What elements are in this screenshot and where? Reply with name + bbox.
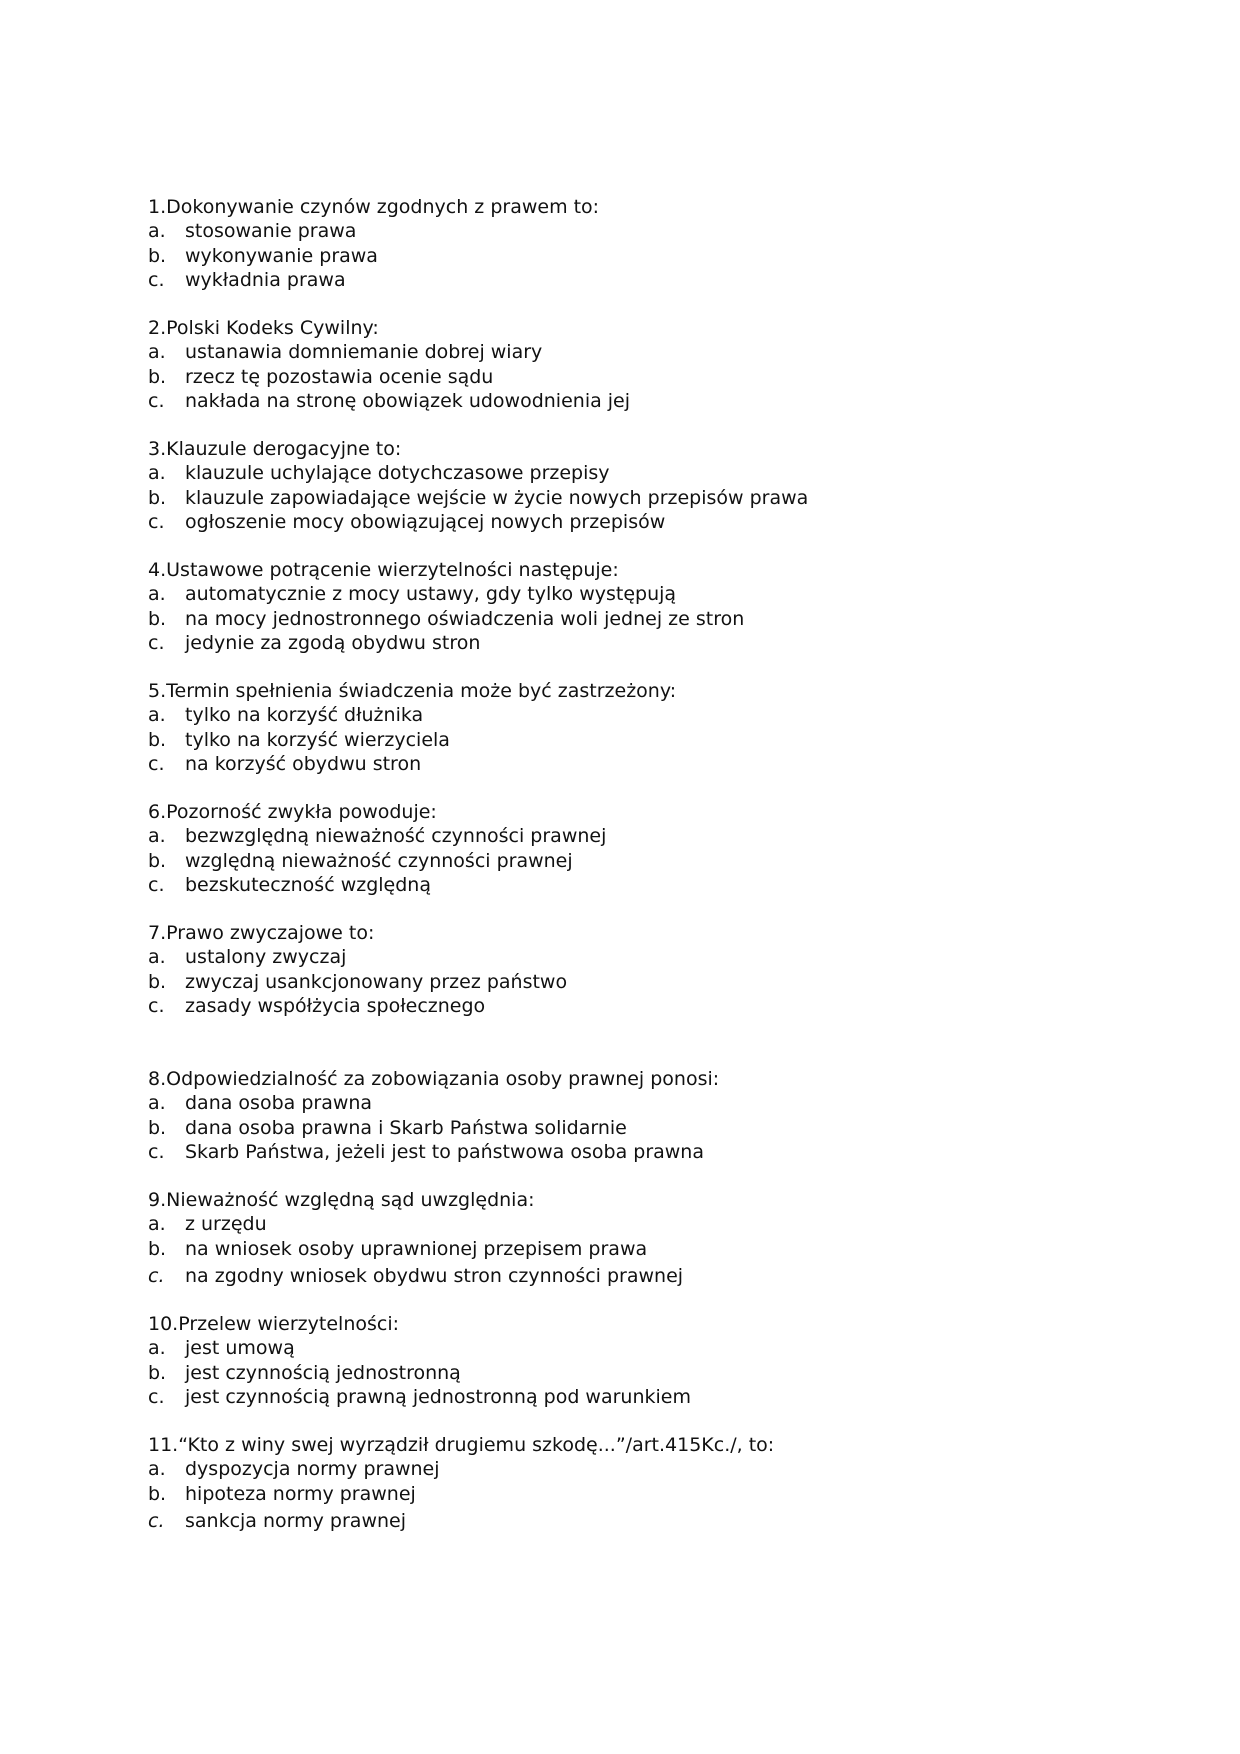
option-text: jest czynnością prawną jednostronną pod warunkiem bbox=[185, 1385, 691, 1408]
question-text: Klauzule derogacyjne to: bbox=[166, 438, 402, 460]
option-b bbox=[148, 728, 676, 752]
question-text: Polski Kodeks Cywilny: bbox=[166, 317, 379, 339]
option-label: b. bbox=[148, 728, 167, 751]
question-number: 8. bbox=[148, 1068, 167, 1090]
option-text: stosowanie prawa bbox=[185, 220, 357, 243]
question-text: Odpowiedzialność za zobowiązania osoby prawnej ponosi: bbox=[166, 1068, 720, 1090]
option-a bbox=[148, 1457, 774, 1481]
option-b bbox=[148, 1482, 774, 1506]
option-text: hipoteza normy prawnej bbox=[185, 1482, 416, 1505]
option-a bbox=[148, 945, 567, 969]
option-a bbox=[148, 824, 606, 848]
option-text: z urzędu bbox=[185, 1213, 267, 1236]
question-title bbox=[148, 1312, 691, 1336]
option-label: b. bbox=[148, 1361, 167, 1384]
option-text: bezskuteczność względną bbox=[185, 873, 431, 896]
question-number: 3. bbox=[148, 438, 167, 460]
question-title bbox=[148, 800, 606, 824]
option-a bbox=[148, 1091, 719, 1115]
option-b bbox=[148, 486, 808, 510]
question-text: “Kto z winy swej wyrządził drugiemu szkodę...”/art.415Kc./, to: bbox=[178, 1434, 775, 1456]
option-label: b. bbox=[148, 970, 167, 993]
option-text: zwyczaj usankcjonowany przez państwo bbox=[185, 970, 568, 993]
option-text: klauzule zapowiadające wejście w życie nowych przepisów prawa bbox=[185, 486, 809, 509]
option-text: jest umową bbox=[185, 1337, 295, 1360]
option-label: a. bbox=[148, 946, 166, 969]
option-label: a. bbox=[148, 220, 166, 243]
option-label: a. bbox=[148, 1458, 166, 1481]
question-number: 5. bbox=[148, 680, 167, 702]
option-a bbox=[148, 582, 744, 606]
question-text: Ustawowe potrącenie wierzytelności następuje: bbox=[166, 559, 619, 581]
question-number: 7. bbox=[148, 922, 167, 944]
option-label: c. bbox=[148, 1509, 165, 1532]
option-label: a. bbox=[148, 704, 166, 727]
option-text: ustalony zwyczaj bbox=[185, 946, 347, 969]
option-label: c. bbox=[148, 268, 165, 291]
question-10 bbox=[148, 1312, 691, 1409]
question-title bbox=[148, 1067, 719, 1091]
option-label: c. bbox=[148, 1385, 165, 1408]
option-label: c. bbox=[148, 389, 165, 412]
option-label: c. bbox=[148, 994, 165, 1017]
question-number: 11. bbox=[148, 1434, 179, 1456]
question-text: Nieważność względną sąd uwzględnia: bbox=[166, 1189, 535, 1211]
option-text: dana osoba prawna i Skarb Państwa solidarnie bbox=[185, 1116, 627, 1139]
option-label: a. bbox=[148, 1213, 166, 1236]
option-label: b. bbox=[148, 1237, 167, 1260]
option-text: wykonywanie prawa bbox=[185, 244, 378, 267]
question-7 bbox=[148, 921, 567, 1018]
question-9 bbox=[148, 1188, 683, 1288]
option-b bbox=[148, 244, 599, 268]
option-label: b. bbox=[148, 1116, 167, 1139]
option-label: a. bbox=[148, 1092, 166, 1115]
option-b bbox=[148, 1116, 719, 1140]
option-text: tylko na korzyść wierzyciela bbox=[185, 728, 450, 751]
question-title bbox=[148, 1433, 774, 1457]
option-text: tylko na korzyść dłużnika bbox=[185, 704, 424, 727]
option-b bbox=[148, 1361, 691, 1385]
option-label: c. bbox=[148, 752, 165, 775]
option-c bbox=[148, 994, 567, 1018]
option-label: a. bbox=[148, 1337, 166, 1360]
option-label: b. bbox=[148, 849, 167, 872]
option-label: a. bbox=[148, 583, 166, 606]
option-text: jedynie za zgodą obydwu stron bbox=[185, 631, 481, 654]
question-text: Termin spełnienia świadczenia może być zastrzeżony: bbox=[166, 680, 677, 702]
option-text: automatycznie z mocy ustawy, gdy tylko występują bbox=[185, 583, 677, 606]
option-label: c. bbox=[148, 510, 165, 533]
option-label: a. bbox=[148, 462, 166, 485]
option-c bbox=[148, 268, 599, 292]
option-text: jest czynnością jednostronną bbox=[185, 1361, 461, 1384]
question-text: Pozorność zwykła powoduje: bbox=[166, 801, 437, 823]
option-c bbox=[148, 1261, 683, 1288]
option-c bbox=[148, 631, 744, 655]
option-label: a. bbox=[148, 825, 166, 848]
option-text: względną nieważność czynności prawnej bbox=[185, 849, 573, 872]
question-text: Prawo zwyczajowe to: bbox=[166, 922, 375, 944]
question-1 bbox=[148, 195, 599, 292]
option-b bbox=[148, 365, 630, 389]
question-text: Dokonywanie czynów zgodnych z prawem to: bbox=[166, 196, 600, 218]
option-c bbox=[148, 752, 676, 776]
question-number: 10. bbox=[148, 1313, 179, 1335]
question-number: 2. bbox=[148, 317, 167, 339]
question-3 bbox=[148, 437, 808, 534]
option-label: b. bbox=[148, 607, 167, 630]
question-title bbox=[148, 921, 567, 945]
option-label: b. bbox=[148, 244, 167, 267]
option-text: ustanawia domniemanie dobrej wiary bbox=[185, 341, 543, 364]
option-text: zasady współżycia społecznego bbox=[185, 994, 486, 1017]
option-b bbox=[148, 607, 744, 631]
option-text: Skarb Państwa, jeżeli jest to państwowa osoba prawna bbox=[185, 1140, 704, 1163]
option-text: na mocy jednostronnego oświadczenia woli jednej ze stron bbox=[185, 607, 745, 630]
question-title bbox=[148, 1188, 683, 1212]
option-text: dyspozycja normy prawnej bbox=[185, 1458, 440, 1481]
option-text: sankcja normy prawnej bbox=[185, 1509, 406, 1532]
option-text: bezwzględną nieważność czynności prawnej bbox=[185, 825, 607, 848]
option-a bbox=[148, 219, 599, 243]
question-2 bbox=[148, 316, 630, 413]
option-label: a. bbox=[148, 341, 166, 364]
option-label: c. bbox=[148, 1264, 165, 1287]
option-b bbox=[148, 1237, 683, 1261]
option-a bbox=[148, 340, 630, 364]
question-number: 1. bbox=[148, 196, 167, 218]
option-text: na zgodny wniosek obydwu stron czynności prawnej bbox=[185, 1264, 684, 1287]
question-6 bbox=[148, 800, 606, 897]
question-title bbox=[148, 316, 630, 340]
option-text: wykładnia prawa bbox=[185, 268, 346, 291]
option-c bbox=[148, 1140, 719, 1164]
option-label: c. bbox=[148, 631, 165, 654]
option-text: ogłoszenie mocy obowiązującej nowych przepisów bbox=[185, 510, 666, 533]
question-8 bbox=[148, 1067, 719, 1164]
option-label: c. bbox=[148, 873, 165, 896]
option-a bbox=[148, 1336, 691, 1360]
option-text: na wniosek osoby uprawnionej przepisem prawa bbox=[185, 1237, 648, 1260]
question-5 bbox=[148, 679, 676, 776]
option-text: na korzyść obydwu stron bbox=[185, 752, 422, 775]
option-a bbox=[148, 703, 676, 727]
option-text: nakłada na stronę obowiązek udowodnienia jej bbox=[185, 389, 631, 412]
option-c bbox=[148, 1506, 774, 1533]
option-b bbox=[148, 970, 567, 994]
option-text: dana osoba prawna bbox=[185, 1092, 373, 1115]
option-text: rzecz tę pozostawia ocenie sądu bbox=[185, 365, 494, 388]
option-a bbox=[148, 461, 808, 485]
option-b bbox=[148, 849, 606, 873]
option-label: c. bbox=[148, 1140, 165, 1163]
option-label: b. bbox=[148, 486, 167, 509]
option-text: klauzule uchylające dotychczasowe przepisy bbox=[185, 462, 610, 485]
option-c bbox=[148, 1385, 691, 1409]
question-4 bbox=[148, 558, 744, 655]
option-label: b. bbox=[148, 365, 167, 388]
question-text: Przelew wierzytelności: bbox=[178, 1313, 400, 1335]
option-c bbox=[148, 510, 808, 534]
question-number: 9. bbox=[148, 1189, 167, 1211]
question-title bbox=[148, 195, 599, 219]
question-number: 4. bbox=[148, 559, 167, 581]
question-title bbox=[148, 558, 744, 582]
question-number: 6. bbox=[148, 801, 167, 823]
question-title bbox=[148, 679, 676, 703]
option-a bbox=[148, 1212, 683, 1236]
question-11 bbox=[148, 1433, 774, 1533]
question-title bbox=[148, 437, 808, 461]
option-label: b. bbox=[148, 1482, 167, 1505]
option-c bbox=[148, 389, 630, 413]
option-c bbox=[148, 873, 606, 897]
